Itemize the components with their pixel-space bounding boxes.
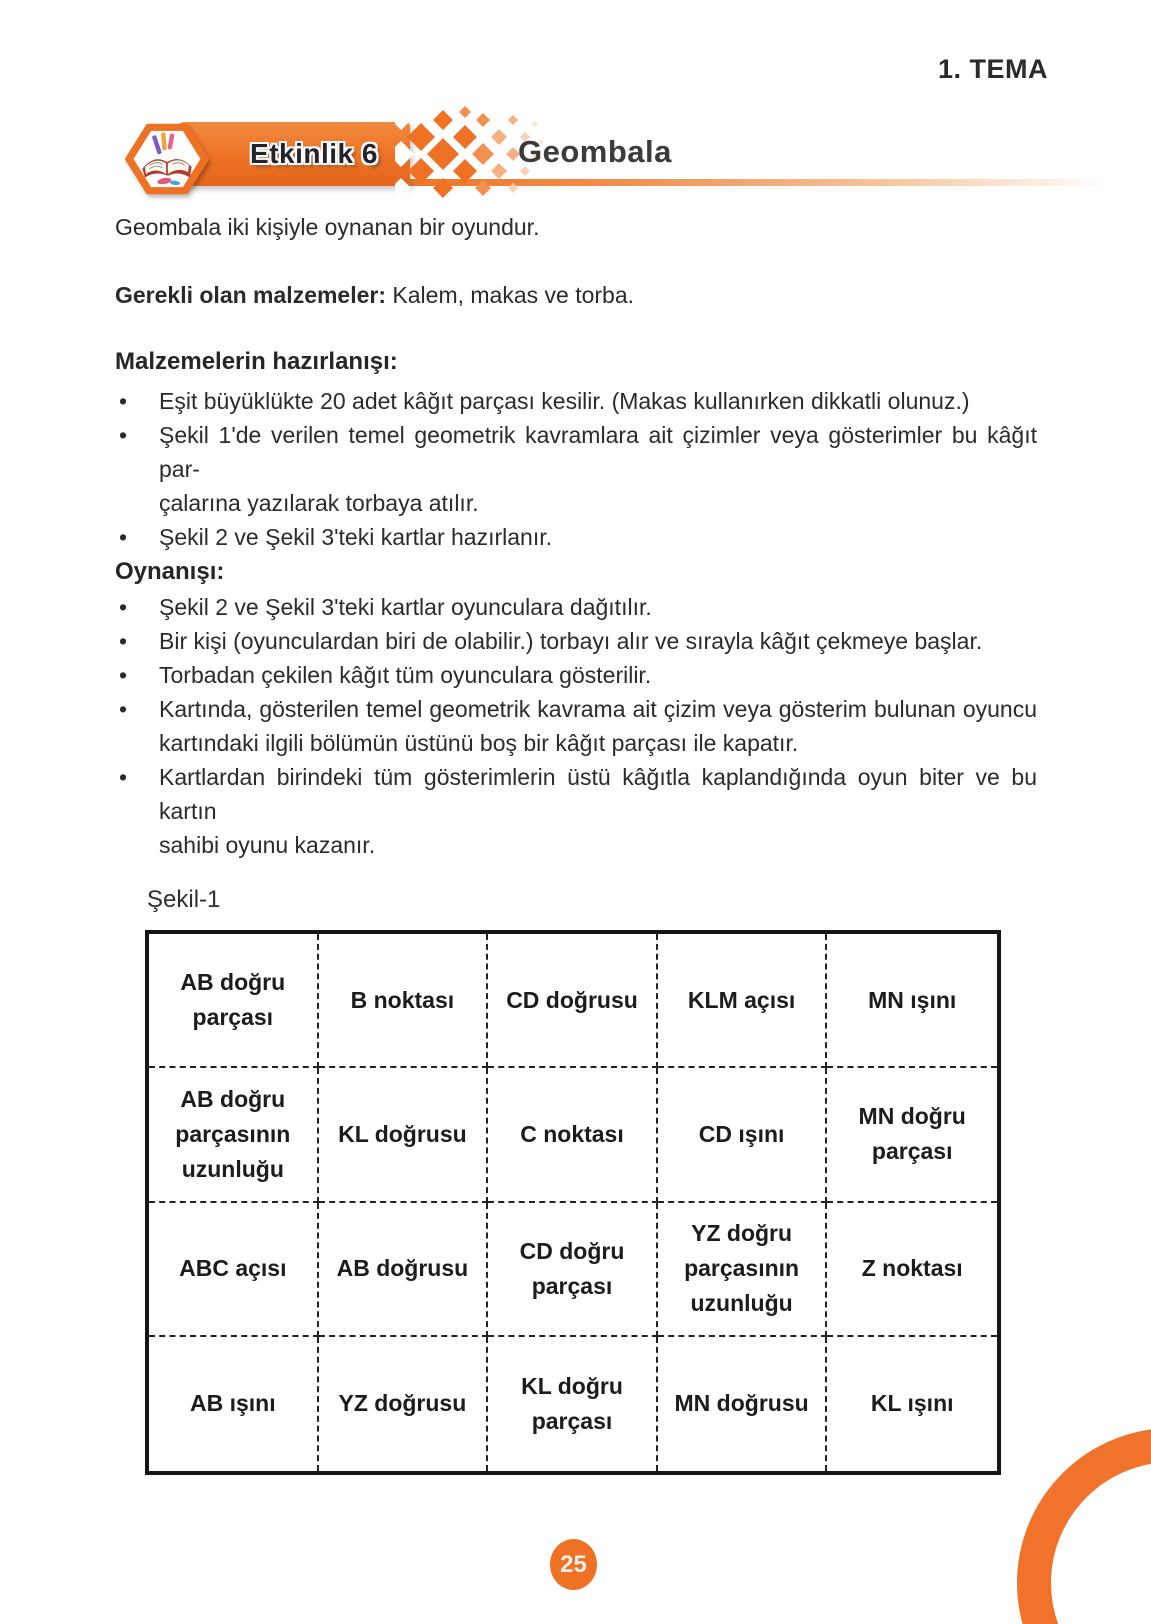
gameplay-list — [115, 590, 1037, 862]
table-cell: ABC açısı — [149, 1203, 319, 1337]
figure-label: Şekil-1 — [147, 886, 221, 913]
list-item — [115, 520, 1037, 554]
list-item — [115, 590, 1037, 624]
table-cell: AB ışını — [149, 1337, 319, 1471]
theme-label: 1. TEMA — [937, 54, 1048, 84]
preparation-list — [115, 384, 1037, 554]
table-cell: AB doğru parçasının uzunluğu — [149, 1068, 319, 1202]
bullet-icon: • — [119, 628, 128, 654]
bullet-icon: • — [119, 422, 128, 448]
table-cell: MN doğru parçası — [827, 1068, 997, 1202]
text-line: Kartında, gösterilen temel geometrik kavrama ait çizim veya gösterim bulunan oyuncu — [159, 696, 1037, 722]
text-line: sahibi oyunu kazanır. — [159, 832, 376, 858]
list-item-text — [159, 624, 1037, 658]
text-line: Kartlardan birindeki tüm gösterimlerin üstü kâğıtla kaplandığında oyun biter ve bu kartın — [159, 764, 1037, 824]
table-cell: KL doğrusu — [319, 1068, 489, 1202]
text-line: Bir kişi (oyunculardan biri de olabilir.) torbayı alır ve sırayla kâğıt çekmeye başlar. — [159, 628, 983, 654]
page-number-badge — [550, 1539, 597, 1590]
materials-line — [115, 282, 1037, 309]
list-item — [115, 692, 1037, 760]
table-cell: KL doğru parçası — [488, 1337, 658, 1471]
materials-label: Gerekli olan malzemeler: — [115, 282, 387, 308]
table-cell: AB doğru parçası — [149, 934, 319, 1068]
table-cell: KL ışını — [870, 1390, 954, 1417]
list-item-text — [159, 658, 1037, 692]
bullet-icon: • — [119, 388, 128, 414]
figure-table — [145, 930, 1001, 1475]
materials-text: Kalem, makas ve torba. — [386, 282, 635, 308]
text-line: kartındaki ilgili bölümün üstünü boş bir kâğıt parçası ile kapatır. — [159, 730, 799, 756]
text-line: çalarına yazılarak torbaya atılır. — [159, 490, 479, 516]
text-line: Şekil 2 ve Şekil 3'teki kartlar hazırlanır. — [159, 524, 552, 550]
table-cell: Z noktası — [827, 1203, 997, 1337]
table-cell: KLM açısı — [658, 934, 828, 1068]
list-item — [115, 760, 1037, 862]
list-item — [115, 384, 1037, 418]
text-line: Torbadan çekilen kâğıt tüm oyunculara gösterilir. — [159, 662, 652, 688]
table-cell: AB doğrusu — [319, 1203, 489, 1337]
table-cell: B noktası — [319, 934, 489, 1068]
list-item — [115, 658, 1037, 692]
activity-badge-book-icon — [123, 119, 211, 199]
bullet-icon: • — [119, 662, 128, 688]
intro-paragraph: Geombala iki kişiyle oynanan bir oyundur. — [115, 214, 540, 240]
table-cell: CD doğru parçası — [488, 1203, 658, 1337]
table-cell: CD ışını — [658, 1068, 828, 1202]
preparation-heading: Malzemelerin hazırlanışı: — [115, 348, 398, 375]
list-item — [115, 624, 1037, 658]
list-item-text — [159, 520, 1037, 554]
bullet-icon: • — [119, 696, 128, 722]
text-line: Şekil 1'de verilen temel geometrik kavramlara ait çizimler veya gösterimler bu kâğıt par- — [159, 422, 1037, 482]
list-item-text — [159, 418, 1037, 520]
bullet-icon: • — [119, 524, 128, 550]
list-item-text — [159, 384, 1037, 418]
table-cell: MN ışını — [827, 934, 997, 1068]
corner-arc-decoration — [1017, 1428, 1151, 1624]
activity-label: Etkinlik 6 — [250, 138, 378, 169]
text-line: Şekil 2 ve Şekil 3'teki kartlar oyunculara dağıtılır. — [159, 594, 652, 620]
table-cell: YZ doğru parçasının uzunluğu — [658, 1203, 828, 1337]
table-cell: MN doğrusu — [658, 1337, 828, 1471]
bullet-icon: • — [119, 594, 128, 620]
table-cell: YZ doğrusu — [319, 1337, 489, 1471]
list-item-text — [159, 760, 1037, 862]
table-cell: CD doğrusu — [488, 934, 658, 1068]
table-cell: C noktası — [488, 1068, 658, 1202]
page-number: 25 — [560, 1550, 587, 1578]
gameplay-heading: Oynanışı: — [115, 558, 225, 585]
list-item — [115, 418, 1037, 520]
text-line: Eşit büyüklükte 20 adet kâğıt parçası kesilir. (Makas kullanırken dikkatli olunuz.) — [159, 388, 970, 414]
list-item-text — [159, 590, 1037, 624]
page-title: Geombala — [518, 134, 672, 169]
bullet-icon: • — [119, 764, 128, 790]
list-item-text — [159, 692, 1037, 760]
